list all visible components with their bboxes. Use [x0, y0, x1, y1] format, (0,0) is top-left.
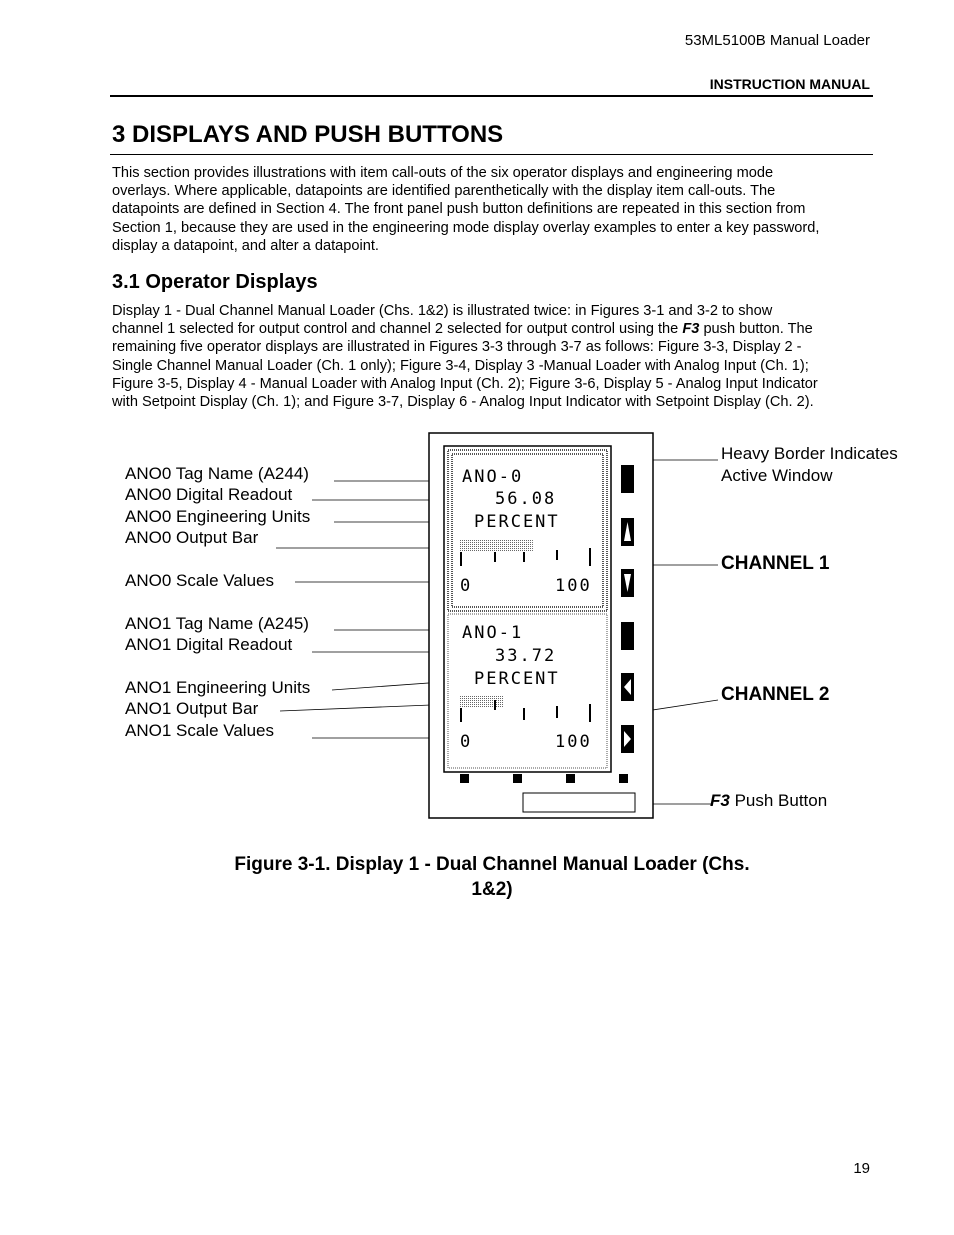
channel-1-label: CHANNEL 1: [721, 553, 830, 574]
ch1-scale-max: 100: [555, 576, 592, 596]
intro-line: display a datapoint, and alter a datapoint.: [112, 237, 379, 254]
body-line: Figure 3-5, Display 4 - Manual Loader with Analog Input (Ch. 2); Figure 3-6, Display 5 - Analog Input Indicator: [112, 375, 818, 392]
ch2-scale-min: 0: [460, 732, 473, 752]
ch1-tag-name: ANO-0: [462, 467, 524, 487]
ch2-digital-readout: 33.72: [495, 646, 557, 666]
callout-ano0-output-bar: ANO0 Output Bar: [125, 528, 259, 547]
ch2-output-bar: [460, 696, 504, 708]
body-text: push button. The: [699, 321, 813, 338]
ch2-scale-max: 100: [555, 732, 592, 752]
ch1-engineering-units: PERCENT: [474, 512, 560, 532]
heavy-border-note: Heavy Border Indicates: [721, 444, 898, 463]
up-arrow-icon[interactable]: [621, 518, 634, 546]
ch1-output-bar: [460, 540, 533, 552]
f3-key-reference: F3: [682, 321, 700, 338]
intro-line: datapoints are defined in Section 4. The front panel push button definitions are repeated in this section from: [112, 201, 806, 218]
body-text: channel 1 selected for output control and channel 2 selected for output control using the: [112, 321, 683, 338]
intro-line: overlays. Where applicable, datapoints are identified parenthetically with the display item call-outs. The: [112, 183, 776, 200]
f3-push-button-callout: [710, 791, 827, 810]
callout-ano0-digital-readout: ANO0 Digital Readout: [125, 485, 293, 504]
intro-line: This section provides illustrations with item call-outs of the six operator displays and engineering mode: [112, 165, 774, 181]
caption-line: Figure 3-1. Display 1 - Dual Channel Manual Loader (Chs.: [234, 854, 750, 875]
soft-key-f1-icon[interactable]: [460, 774, 469, 783]
heavy-border-note: Active Window: [721, 466, 833, 485]
caption-line: 1&2): [471, 879, 513, 900]
ch2-tag-name: ANO-1: [462, 623, 524, 643]
subsection-title: 3.1 Operator Displays: [112, 271, 318, 293]
callout-ano1-scale-values: ANO1 Scale Values: [125, 721, 274, 740]
soft-key-f3-icon[interactable]: [566, 774, 575, 783]
block-key-icon[interactable]: [621, 465, 634, 493]
figure-caption: [160, 852, 824, 902]
section-title: 3 DISPLAYS AND PUSH BUTTONS: [112, 121, 504, 148]
manual-label: INSTRUCTION MANUAL: [709, 76, 870, 92]
body-line: with Setpoint Display (Ch. 1); and Figure 3-7, Display 6 - Analog Input Indicator with Setpoint Display (Ch. 2).: [112, 394, 814, 411]
channel-2-label: CHANNEL 2: [721, 684, 830, 705]
right-arrow-icon[interactable]: [621, 725, 634, 753]
callout-ano1-output-bar: ANO1 Output Bar: [125, 699, 259, 718]
callout-ano1-digital-readout: ANO1 Digital Readout: [125, 635, 293, 654]
soft-key-f4-icon[interactable]: [619, 774, 628, 783]
push-button-label: Push Button: [729, 791, 828, 810]
block-key-icon[interactable]: [621, 622, 634, 650]
body-line: remaining five operator displays are illustrated in Figures 3-3 through 3-7 as follows: Figure 3-3, Display 2 -: [112, 339, 802, 356]
left-arrow-icon[interactable]: [621, 673, 634, 701]
intro-line: Section 1, because they are used in the engineering mode display overlay examples to enter a key password,: [112, 219, 820, 236]
callout-ano0-scale-values: ANO0 Scale Values: [125, 571, 274, 590]
f3-push-button[interactable]: [523, 793, 635, 812]
body-line: Display 1 - Dual Channel Manual Loader (Chs. 1&2) is illustrated twice: in Figures 3-1 and 3-2 to show: [112, 303, 773, 319]
ch1-scale-min: 0: [460, 576, 473, 596]
callout-ano1-tag-name: ANO1 Tag Name (A245): [125, 614, 309, 633]
f3-key-label: F3: [710, 791, 730, 810]
callout-ano1-engineering-units: ANO1 Engineering Units: [125, 678, 311, 697]
body-line: Single Channel Manual Loader (Ch. 1 only); Figure 3-4, Display 3 -Manual Loader with Analog Input (Ch. 1);: [112, 357, 809, 374]
ch2-engineering-units: PERCENT: [474, 669, 560, 689]
callout-ano0-tag-name: ANO0 Tag Name (A244): [125, 464, 309, 483]
down-arrow-icon[interactable]: [621, 569, 634, 597]
document-title: 53ML5100B Manual Loader: [684, 32, 870, 49]
soft-key-f2-icon[interactable]: [513, 774, 522, 783]
page-number: 19: [853, 1160, 870, 1177]
ch1-digital-readout: 56.08: [495, 489, 557, 509]
callout-ano0-engineering-units: ANO0 Engineering Units: [125, 507, 311, 526]
